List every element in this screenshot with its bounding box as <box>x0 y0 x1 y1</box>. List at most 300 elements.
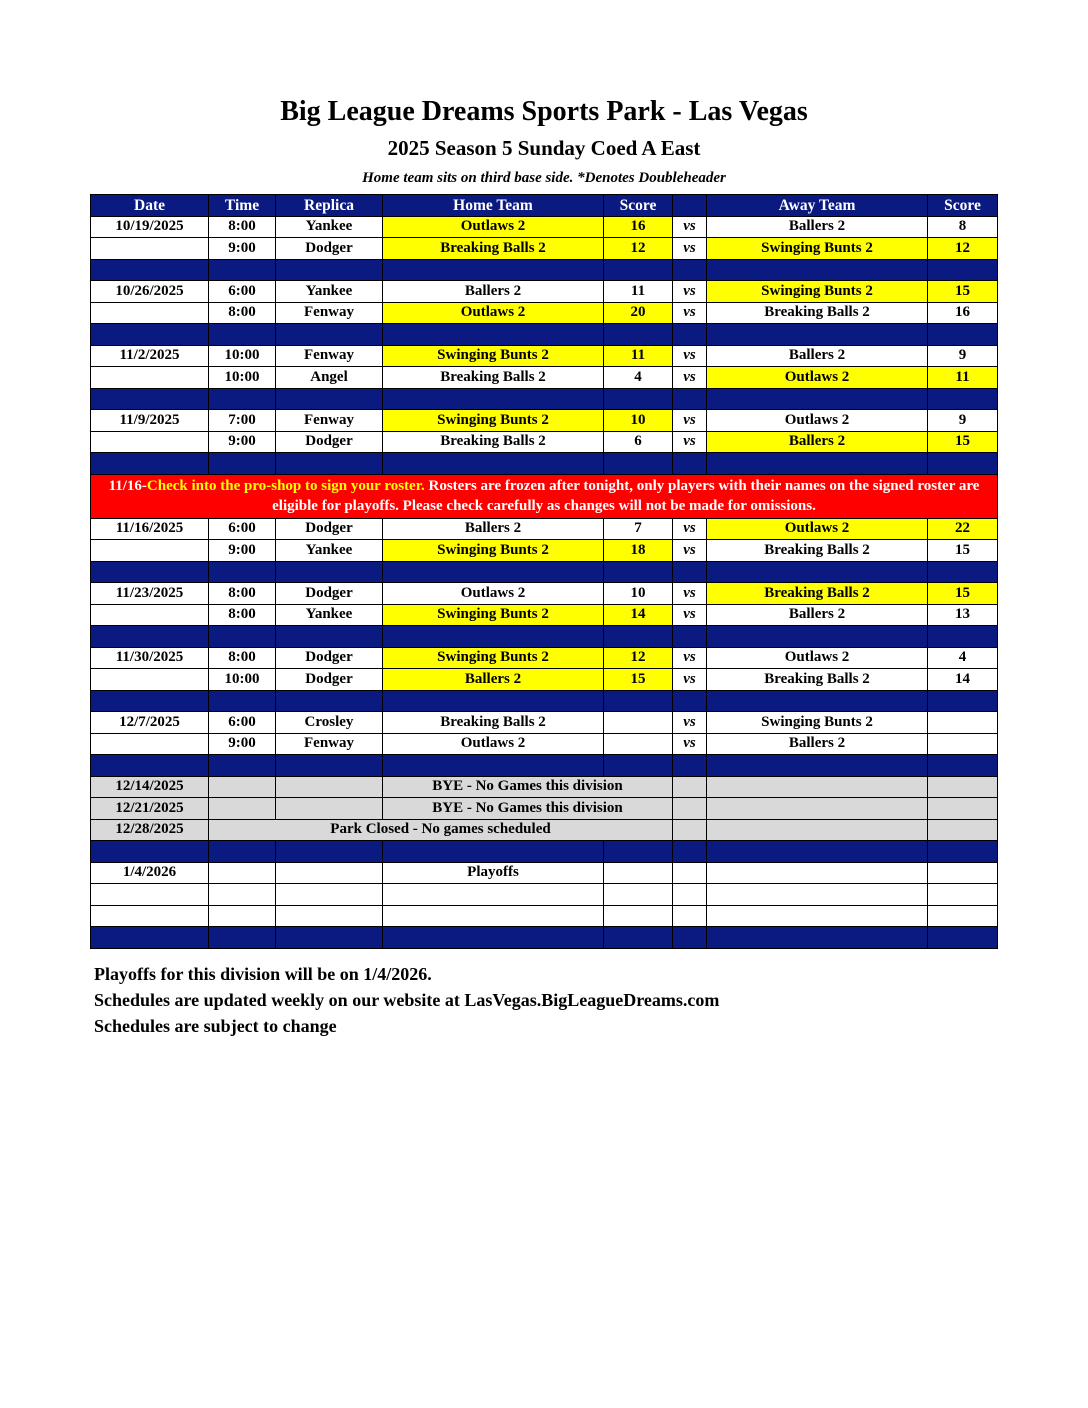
away-score: 12 <box>928 238 998 260</box>
game-row <box>91 733 998 755</box>
game-field: Fenway <box>276 302 383 324</box>
home-team: Ballers 2 <box>383 669 604 691</box>
away-score: 15 <box>928 281 998 303</box>
separator-cell <box>276 626 383 648</box>
home-score: 20 <box>604 302 673 324</box>
separator-cell <box>673 927 707 949</box>
empty-cell <box>383 905 604 927</box>
empty-cell <box>928 776 998 798</box>
away-score: 9 <box>928 345 998 367</box>
bye-date: 12/21/2025 <box>91 798 209 820</box>
separator-cell <box>707 690 928 712</box>
page-subtitle: 2025 Season 5 Sunday Coed A East <box>387 136 701 160</box>
separator-cell <box>928 626 998 648</box>
separator-cell <box>383 324 604 346</box>
game-time: 7:00 <box>209 410 276 432</box>
separator-cell <box>707 626 928 648</box>
home-score: 4 <box>604 367 673 389</box>
empty-cell <box>209 862 276 884</box>
empty-cell <box>707 862 928 884</box>
bye-text: BYE - No Games this division <box>383 798 673 820</box>
away-score: 14 <box>928 669 998 691</box>
game-time: 8:00 <box>209 604 276 626</box>
separator-cell <box>276 259 383 281</box>
game-row <box>91 367 998 389</box>
home-score: 16 <box>604 216 673 238</box>
separator-cell <box>707 561 928 583</box>
game-date <box>91 540 209 562</box>
vs-label: vs <box>673 647 707 669</box>
separator-cell <box>209 927 276 949</box>
col-date-header: Date <box>91 195 209 217</box>
vs-label: vs <box>673 431 707 453</box>
game-field: Dodger <box>276 583 383 605</box>
bye-date: 12/14/2025 <box>91 776 209 798</box>
col-time-header: Time <box>209 195 276 217</box>
game-date <box>91 604 209 626</box>
away-score <box>928 733 998 755</box>
separator-cell <box>209 841 276 863</box>
empty-cell <box>673 862 707 884</box>
separator-cell <box>673 626 707 648</box>
game-field: Yankee <box>276 281 383 303</box>
bye-text: BYE - No Games this division <box>383 776 673 798</box>
away-team: Breaking Balls 2 <box>707 583 928 605</box>
game-date <box>91 238 209 260</box>
game-date: 12/7/2025 <box>91 712 209 734</box>
away-score: 4 <box>928 647 998 669</box>
home-team: Breaking Balls 2 <box>383 431 604 453</box>
separator-cell <box>928 388 998 410</box>
separator-row <box>91 388 998 410</box>
game-field: Yankee <box>276 540 383 562</box>
separator-cell <box>673 690 707 712</box>
empty-cell <box>707 798 928 820</box>
vs-label: vs <box>673 302 707 324</box>
away-team: Swinging Bunts 2 <box>707 238 928 260</box>
away-team: Outlaws 2 <box>707 410 928 432</box>
closed-date: 12/28/2025 <box>91 819 209 841</box>
game-field: Yankee <box>276 216 383 238</box>
home-team: Outlaws 2 <box>383 733 604 755</box>
empty-cell <box>928 862 998 884</box>
away-team: Breaking Balls 2 <box>707 540 928 562</box>
empty-cell <box>673 819 707 841</box>
separator-cell <box>604 388 673 410</box>
game-date: 11/30/2025 <box>91 647 209 669</box>
separator-cell <box>928 561 998 583</box>
game-date <box>91 302 209 324</box>
vs-label: vs <box>673 583 707 605</box>
game-date: 10/26/2025 <box>91 281 209 303</box>
game-row <box>91 669 998 691</box>
empty-cell <box>707 905 928 927</box>
bye-row <box>91 798 998 820</box>
separator-cell <box>91 927 209 949</box>
separator-cell <box>276 755 383 777</box>
game-time: 6:00 <box>209 281 276 303</box>
playoff-text: Playoffs <box>383 862 604 884</box>
vs-label: vs <box>673 410 707 432</box>
game-date <box>91 431 209 453</box>
col-replica-header: Replica <box>276 195 383 217</box>
separator-cell <box>91 841 209 863</box>
away-team: Ballers 2 <box>707 216 928 238</box>
separator-cell <box>276 388 383 410</box>
home-team: Swinging Bunts 2 <box>383 345 604 367</box>
vs-label: vs <box>673 281 707 303</box>
separator-cell <box>928 927 998 949</box>
separator-cell <box>673 388 707 410</box>
separator-cell <box>276 453 383 475</box>
separator-cell <box>383 841 604 863</box>
game-row <box>91 712 998 734</box>
away-score <box>928 712 998 734</box>
roster-notice <box>91 474 998 518</box>
playoffs-row <box>91 862 998 884</box>
col-away-score-header: Score <box>928 195 998 217</box>
game-field: Dodger <box>276 238 383 260</box>
separator-cell <box>383 755 604 777</box>
game-date: 11/9/2025 <box>91 410 209 432</box>
game-date: 11/16/2025 <box>91 518 209 540</box>
game-field: Fenway <box>276 733 383 755</box>
separator-cell <box>928 324 998 346</box>
empty-cell <box>209 776 276 798</box>
empty-cell <box>276 776 383 798</box>
home-score <box>604 712 673 734</box>
empty-cell <box>604 905 673 927</box>
game-row <box>91 238 998 260</box>
vs-label: vs <box>673 367 707 389</box>
empty-cell <box>707 819 928 841</box>
game-time: 9:00 <box>209 238 276 260</box>
empty-cell <box>276 798 383 820</box>
roster-notice-row <box>91 474 998 518</box>
separator-cell <box>383 453 604 475</box>
separator-cell <box>276 690 383 712</box>
col-vs-header <box>673 195 707 217</box>
home-score: 10 <box>604 583 673 605</box>
game-time: 9:00 <box>209 431 276 453</box>
empty-cell <box>209 884 276 906</box>
home-team: Swinging Bunts 2 <box>383 647 604 669</box>
game-time: 8:00 <box>209 647 276 669</box>
home-team: Outlaws 2 <box>383 216 604 238</box>
away-team: Ballers 2 <box>707 604 928 626</box>
separator-row <box>91 690 998 712</box>
home-score: 15 <box>604 669 673 691</box>
game-date: 11/2/2025 <box>91 345 209 367</box>
away-score: 15 <box>928 583 998 605</box>
separator-cell <box>707 259 928 281</box>
separator-cell <box>707 388 928 410</box>
col-home-team-header: Home Team <box>383 195 604 217</box>
vs-label: vs <box>673 238 707 260</box>
separator-cell <box>91 690 209 712</box>
home-team: Outlaws 2 <box>383 583 604 605</box>
separator-cell <box>91 324 209 346</box>
separator-cell <box>383 388 604 410</box>
empty-cell <box>928 798 998 820</box>
empty-cell <box>673 776 707 798</box>
footer-playoffs-note: Playoffs for this division will be on 1/4/2026. <box>94 964 432 984</box>
empty-cell <box>91 905 209 927</box>
separator-cell <box>276 561 383 583</box>
park-closed-row <box>91 819 998 841</box>
separator-cell <box>707 755 928 777</box>
separator-cell <box>673 259 707 281</box>
separator-cell <box>209 453 276 475</box>
separator-cell <box>604 841 673 863</box>
game-time: 10:00 <box>209 669 276 691</box>
separator-row <box>91 561 998 583</box>
home-team: Swinging Bunts 2 <box>383 410 604 432</box>
separator-cell <box>604 755 673 777</box>
schedule-note: Home team sits on third base side. *Denotes Doubleheader <box>362 170 726 186</box>
away-team: Breaking Balls 2 <box>707 302 928 324</box>
home-team: Ballers 2 <box>383 281 604 303</box>
separator-cell <box>276 841 383 863</box>
footer-website-note: Schedules are updated weekly on our website at LasVegas.BigLeagueDreams.com <box>94 990 720 1010</box>
home-team: Swinging Bunts 2 <box>383 540 604 562</box>
separator-cell <box>673 561 707 583</box>
empty-cell <box>209 798 276 820</box>
away-score: 22 <box>928 518 998 540</box>
separator-cell <box>209 324 276 346</box>
separator-cell <box>604 690 673 712</box>
game-time: 6:00 <box>209 712 276 734</box>
away-score: 15 <box>928 540 998 562</box>
vs-label: vs <box>673 345 707 367</box>
home-team: Breaking Balls 2 <box>383 238 604 260</box>
separator-cell <box>91 388 209 410</box>
separator-cell <box>383 690 604 712</box>
home-team: Swinging Bunts 2 <box>383 604 604 626</box>
empty-cell <box>604 884 673 906</box>
empty-cell <box>383 884 604 906</box>
game-row <box>91 345 998 367</box>
game-field: Fenway <box>276 345 383 367</box>
separator-cell <box>707 324 928 346</box>
bye-row <box>91 776 998 798</box>
separator-cell <box>91 453 209 475</box>
away-team: Outlaws 2 <box>707 367 928 389</box>
separator-cell <box>209 259 276 281</box>
game-field: Fenway <box>276 410 383 432</box>
away-team: Swinging Bunts 2 <box>707 281 928 303</box>
empty-cell <box>604 862 673 884</box>
game-field: Crosley <box>276 712 383 734</box>
separator-cell <box>91 626 209 648</box>
empty-cell <box>91 884 209 906</box>
separator-cell <box>383 927 604 949</box>
blank-row <box>91 905 998 927</box>
game-field: Angel <box>276 367 383 389</box>
separator-cell <box>604 927 673 949</box>
game-date <box>91 733 209 755</box>
separator-cell <box>928 453 998 475</box>
game-row <box>91 281 998 303</box>
empty-cell <box>928 905 998 927</box>
game-row <box>91 583 998 605</box>
away-team: Ballers 2 <box>707 345 928 367</box>
game-time: 8:00 <box>209 216 276 238</box>
separator-cell <box>604 453 673 475</box>
vs-label: vs <box>673 216 707 238</box>
separator-cell <box>928 841 998 863</box>
separator-cell <box>707 453 928 475</box>
game-row <box>91 216 998 238</box>
col-away-team-header: Away Team <box>707 195 928 217</box>
game-time: 8:00 <box>209 302 276 324</box>
notice-accent-text: Check into the pro-shop to sign your roster. <box>146 478 425 494</box>
schedule-body <box>91 216 998 948</box>
separator-cell <box>91 561 209 583</box>
footer-change-note: Schedules are subject to change <box>94 1016 337 1036</box>
vs-label: vs <box>673 540 707 562</box>
notice-date: 11/16- <box>108 478 147 494</box>
empty-cell <box>707 776 928 798</box>
col-home-score-header: Score <box>604 195 673 217</box>
empty-cell <box>209 905 276 927</box>
vs-label: vs <box>673 518 707 540</box>
vs-label: vs <box>673 669 707 691</box>
page-title: Big League Dreams Sports Park - Las Vegas <box>280 96 808 127</box>
separator-cell <box>276 927 383 949</box>
closed-text: Park Closed - No games scheduled <box>209 819 673 841</box>
empty-cell <box>673 905 707 927</box>
separator-cell <box>91 259 209 281</box>
game-field: Dodger <box>276 669 383 691</box>
home-team: Breaking Balls 2 <box>383 367 604 389</box>
home-score: 18 <box>604 540 673 562</box>
separator-cell <box>673 324 707 346</box>
away-score: 9 <box>928 410 998 432</box>
home-score: 12 <box>604 238 673 260</box>
game-field: Dodger <box>276 431 383 453</box>
game-time: 9:00 <box>209 733 276 755</box>
game-time: 6:00 <box>209 518 276 540</box>
vs-label: vs <box>673 712 707 734</box>
separator-row <box>91 324 998 346</box>
separator-cell <box>604 324 673 346</box>
separator-cell <box>209 626 276 648</box>
game-time: 10:00 <box>209 367 276 389</box>
game-field: Yankee <box>276 604 383 626</box>
separator-cell <box>928 690 998 712</box>
separator-row <box>91 927 998 949</box>
schedule-table <box>90 194 998 949</box>
away-score: 16 <box>928 302 998 324</box>
separator-cell <box>276 324 383 346</box>
away-team: Ballers 2 <box>707 431 928 453</box>
separator-cell <box>209 690 276 712</box>
game-date: 10/19/2025 <box>91 216 209 238</box>
home-team: Breaking Balls 2 <box>383 712 604 734</box>
notice-body-text: Rosters are frozen after tonight, only players with their names on the signed roster are eligible for playoffs. Please check carefully as changes will not be made for omissions. <box>272 478 980 514</box>
game-date: 11/23/2025 <box>91 583 209 605</box>
home-team: Outlaws 2 <box>383 302 604 324</box>
separator-cell <box>928 755 998 777</box>
separator-cell <box>928 259 998 281</box>
separator-cell <box>707 927 928 949</box>
separator-cell <box>209 561 276 583</box>
game-row <box>91 431 998 453</box>
home-team: Ballers 2 <box>383 518 604 540</box>
home-score: 11 <box>604 281 673 303</box>
away-score: 15 <box>928 431 998 453</box>
home-score: 11 <box>604 345 673 367</box>
separator-cell <box>209 388 276 410</box>
separator-cell <box>383 561 604 583</box>
separator-cell <box>383 259 604 281</box>
separator-row <box>91 626 998 648</box>
home-score: 7 <box>604 518 673 540</box>
empty-cell <box>673 884 707 906</box>
away-team: Outlaws 2 <box>707 518 928 540</box>
home-score: 10 <box>604 410 673 432</box>
empty-cell <box>707 884 928 906</box>
vs-label: vs <box>673 604 707 626</box>
separator-cell <box>91 755 209 777</box>
game-time: 9:00 <box>209 540 276 562</box>
separator-cell <box>604 626 673 648</box>
game-row <box>91 518 998 540</box>
away-team: Swinging Bunts 2 <box>707 712 928 734</box>
header-row <box>91 195 998 217</box>
game-row <box>91 540 998 562</box>
game-field: Dodger <box>276 647 383 669</box>
away-score: 11 <box>928 367 998 389</box>
separator-cell <box>383 626 604 648</box>
game-row <box>91 410 998 432</box>
separator-row <box>91 841 998 863</box>
vs-label: vs <box>673 733 707 755</box>
empty-cell <box>928 819 998 841</box>
empty-cell <box>276 905 383 927</box>
empty-cell <box>276 884 383 906</box>
separator-row <box>91 453 998 475</box>
away-team: Ballers 2 <box>707 733 928 755</box>
separator-cell <box>604 561 673 583</box>
game-row <box>91 604 998 626</box>
home-score: 6 <box>604 431 673 453</box>
empty-cell <box>276 862 383 884</box>
separator-row <box>91 259 998 281</box>
home-score: 14 <box>604 604 673 626</box>
empty-cell <box>673 798 707 820</box>
game-row <box>91 302 998 324</box>
empty-cell <box>928 884 998 906</box>
game-date <box>91 367 209 389</box>
separator-cell <box>673 841 707 863</box>
separator-cell <box>673 453 707 475</box>
separator-row <box>91 755 998 777</box>
separator-cell <box>209 755 276 777</box>
away-team: Breaking Balls 2 <box>707 669 928 691</box>
home-score: 12 <box>604 647 673 669</box>
separator-cell <box>673 755 707 777</box>
blank-row <box>91 884 998 906</box>
separator-cell <box>707 841 928 863</box>
away-team: Outlaws 2 <box>707 647 928 669</box>
game-field: Dodger <box>276 518 383 540</box>
away-score: 8 <box>928 216 998 238</box>
home-score <box>604 733 673 755</box>
game-time: 8:00 <box>209 583 276 605</box>
game-row <box>91 647 998 669</box>
